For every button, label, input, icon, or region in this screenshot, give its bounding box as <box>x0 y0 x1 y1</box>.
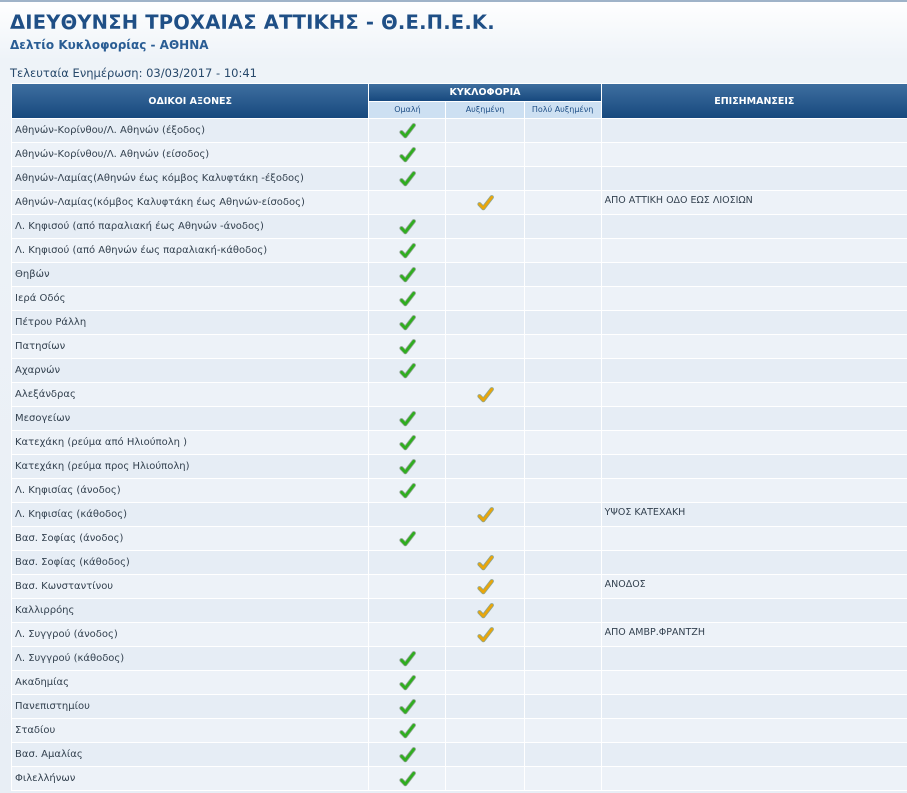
road-note <box>602 239 907 262</box>
col-header-normal: Ομαλή <box>369 102 445 119</box>
status-cell-increased <box>446 767 523 790</box>
status-cell-increased <box>446 671 523 694</box>
road-name: Κατεχάκη (ρεύμα προς Ηλιούπολη) <box>12 455 368 478</box>
status-cell-increased <box>446 311 523 334</box>
status-cell-increased <box>446 167 523 190</box>
status-cell-normal <box>369 287 445 310</box>
road-note <box>602 431 907 454</box>
table-row <box>12 599 907 622</box>
check-icon <box>399 699 416 715</box>
road-name: Αχαρνών <box>12 359 368 382</box>
status-cell-increased <box>446 575 523 598</box>
status-cell-very-increased <box>525 239 601 262</box>
road-name: Βασ. Σοφίας (κάθοδος) <box>12 551 368 574</box>
status-cell-normal <box>369 695 445 718</box>
table-row <box>12 719 907 742</box>
status-cell-normal <box>369 167 445 190</box>
table-row <box>12 695 907 718</box>
table-row <box>12 623 907 646</box>
road-name: Μεσογείων <box>12 407 368 430</box>
road-note: ΥΨΟΣ ΚΑΤΕΧΑΚΗ <box>602 503 907 526</box>
table-row <box>12 767 907 790</box>
check-icon <box>399 171 416 187</box>
check-icon <box>399 243 416 259</box>
road-note <box>602 527 907 550</box>
road-note <box>602 287 907 310</box>
status-cell-increased <box>446 599 523 622</box>
page-title: ΔΙΕΥΘΥΝΣΗ ΤΡΟΧΑΙΑΣ ΑΤΤΙΚΗΣ - Θ.Ε.Π.Ε.Κ. <box>10 11 495 34</box>
status-cell-normal <box>369 215 445 238</box>
traffic-table <box>11 83 907 791</box>
road-name: Αθηνών-Λαμίας(κόμβος Καλυφτάκη έως Αθηνών-είσοδος) <box>12 191 368 214</box>
table-row <box>12 143 907 166</box>
road-note <box>602 335 907 358</box>
status-cell-normal <box>369 527 445 550</box>
check-icon <box>477 603 494 619</box>
road-name: Σταδίου <box>12 719 368 742</box>
road-name: Λ. Συγγρού (άνοδος) <box>12 623 368 646</box>
road-name: Πανεπιστημίου <box>12 695 368 718</box>
check-icon <box>399 219 416 235</box>
check-icon <box>399 147 416 163</box>
road-note <box>602 671 907 694</box>
table-row <box>12 527 907 550</box>
status-cell-very-increased <box>525 311 601 334</box>
status-cell-increased <box>446 263 523 286</box>
road-note <box>602 767 907 790</box>
check-icon <box>399 411 416 427</box>
status-cell-very-increased <box>525 551 601 574</box>
table-row <box>12 647 907 670</box>
status-cell-normal <box>369 455 445 478</box>
status-cell-very-increased <box>525 119 601 142</box>
page-subtitle: Δελτίο Κυκλοφορίας - ΑΘΗΝΑ <box>10 38 209 52</box>
status-cell-normal <box>369 407 445 430</box>
status-cell-normal <box>369 359 445 382</box>
status-cell-increased <box>446 623 523 646</box>
status-cell-normal <box>369 575 445 598</box>
status-cell-normal <box>369 719 445 742</box>
road-note <box>602 647 907 670</box>
table-row <box>12 503 907 526</box>
status-cell-normal <box>369 671 445 694</box>
status-cell-increased <box>446 647 523 670</box>
status-cell-increased <box>446 479 523 502</box>
road-name: Πέτρου Ράλλη <box>12 311 368 334</box>
status-cell-increased <box>446 743 523 766</box>
check-icon <box>399 291 416 307</box>
status-cell-very-increased <box>525 479 601 502</box>
status-cell-very-increased <box>525 431 601 454</box>
status-cell-very-increased <box>525 671 601 694</box>
check-icon <box>399 123 416 139</box>
status-cell-increased <box>446 191 523 214</box>
status-cell-increased <box>446 695 523 718</box>
status-cell-increased <box>446 239 523 262</box>
status-cell-very-increased <box>525 719 601 742</box>
table-row <box>12 431 907 454</box>
road-name: Πατησίων <box>12 335 368 358</box>
road-name: Καλλιρρόης <box>12 599 368 622</box>
road-name: Αθηνών-Λαμίας(Αθηνών έως κόμβος Καλυφτάκη -έξοδος) <box>12 167 368 190</box>
status-cell-very-increased <box>525 743 601 766</box>
status-cell-increased <box>446 359 523 382</box>
road-name: Λ. Κηφισού (από Αθηνών έως παραλιακή-κάθοδος) <box>12 239 368 262</box>
status-cell-increased <box>446 287 523 310</box>
road-note <box>602 479 907 502</box>
check-icon <box>399 315 416 331</box>
check-icon <box>399 435 416 451</box>
table-row <box>12 383 907 406</box>
table-row <box>12 215 907 238</box>
status-cell-very-increased <box>525 287 601 310</box>
status-cell-very-increased <box>525 383 601 406</box>
status-cell-very-increased <box>525 407 601 430</box>
status-cell-very-increased <box>525 527 601 550</box>
status-cell-normal <box>369 143 445 166</box>
table-row <box>12 239 907 262</box>
status-cell-very-increased <box>525 191 601 214</box>
status-cell-normal <box>369 479 445 502</box>
table-row <box>12 455 907 478</box>
status-cell-normal <box>369 551 445 574</box>
status-cell-normal <box>369 503 445 526</box>
road-note: ΑΠΟ ΑΤΤΙΚΗ ΟΔΟ ΕΩΣ ΛΙΟΣΙΩΝ <box>602 191 907 214</box>
status-cell-very-increased <box>525 503 601 526</box>
road-note <box>602 215 907 238</box>
check-icon <box>477 627 494 643</box>
status-cell-increased <box>446 431 523 454</box>
status-cell-very-increased <box>525 215 601 238</box>
status-cell-normal <box>369 599 445 622</box>
col-header-axes: ΟΔΙΚΟΙ ΑΞΟΝΕΣ <box>12 84 368 118</box>
status-cell-very-increased <box>525 647 601 670</box>
col-header-notes: ΕΠΙΣΗΜΑΝΣΕΙΣ <box>602 84 907 118</box>
status-cell-increased <box>446 551 523 574</box>
col-header-very-increased: Πολύ Αυξημένη <box>525 102 601 119</box>
road-name: Ακαδημίας <box>12 671 368 694</box>
table-row <box>12 287 907 310</box>
road-note <box>602 455 907 478</box>
status-cell-normal <box>369 743 445 766</box>
road-name: Φιλελλήνων <box>12 767 368 790</box>
check-icon <box>399 651 416 667</box>
check-icon <box>399 267 416 283</box>
road-note <box>602 143 907 166</box>
table-row <box>12 575 907 598</box>
status-cell-normal <box>369 191 445 214</box>
status-cell-normal <box>369 263 445 286</box>
road-note <box>602 359 907 382</box>
status-cell-normal <box>369 767 445 790</box>
last-update-text: Τελευταία Ενημέρωση: 03/03/2017 - 10:41 <box>10 66 257 80</box>
road-note <box>602 407 907 430</box>
road-note <box>602 695 907 718</box>
status-cell-very-increased <box>525 335 601 358</box>
status-cell-very-increased <box>525 167 601 190</box>
status-cell-normal <box>369 311 445 334</box>
status-cell-increased <box>446 719 523 742</box>
check-icon <box>477 507 494 523</box>
road-name: Λ. Κηφισού (από παραλιακή έως Αθηνών -άνοδος) <box>12 215 368 238</box>
status-cell-very-increased <box>525 359 601 382</box>
status-cell-increased <box>446 407 523 430</box>
table-row <box>12 551 907 574</box>
check-icon <box>399 459 416 475</box>
status-cell-increased <box>446 143 523 166</box>
road-name: Λ. Κηφισίας (άνοδος) <box>12 479 368 502</box>
status-cell-increased <box>446 119 523 142</box>
status-cell-increased <box>446 503 523 526</box>
status-cell-very-increased <box>525 575 601 598</box>
status-cell-increased <box>446 455 523 478</box>
table-row <box>12 671 907 694</box>
status-cell-very-increased <box>525 767 601 790</box>
check-icon <box>477 579 494 595</box>
check-icon <box>477 387 494 403</box>
road-name: Αθηνών-Κορίνθου/Λ. Αθηνών (έξοδος) <box>12 119 368 142</box>
status-cell-very-increased <box>525 695 601 718</box>
road-note <box>602 383 907 406</box>
check-icon <box>399 771 416 787</box>
table-row <box>12 335 907 358</box>
table-row <box>12 167 907 190</box>
table-row <box>12 311 907 334</box>
status-cell-very-increased <box>525 599 601 622</box>
road-name: Λ. Συγγρού (κάθοδος) <box>12 647 368 670</box>
check-icon <box>477 195 494 211</box>
road-name: Αλεξάνδρας <box>12 383 368 406</box>
table-row <box>12 191 907 214</box>
road-name: Βασ. Αμαλίας <box>12 743 368 766</box>
road-note <box>602 167 907 190</box>
road-note: ΑΝΟΔΟΣ <box>602 575 907 598</box>
road-note <box>602 551 907 574</box>
top-border <box>0 0 907 2</box>
col-header-increased: Αυξημένη <box>446 102 523 119</box>
road-name: Βασ. Σοφίας (άνοδος) <box>12 527 368 550</box>
status-cell-very-increased <box>525 143 601 166</box>
road-note <box>602 311 907 334</box>
status-cell-normal <box>369 623 445 646</box>
road-name: Θηβών <box>12 263 368 286</box>
status-cell-increased <box>446 383 523 406</box>
table-row <box>12 407 907 430</box>
status-cell-normal <box>369 431 445 454</box>
status-cell-normal <box>369 119 445 142</box>
road-note: ΑΠΟ ΑΜΒΡ.ΦΡΑΝΤΖΗ <box>602 623 907 646</box>
check-icon <box>399 675 416 691</box>
status-cell-normal <box>369 383 445 406</box>
road-note <box>602 599 907 622</box>
road-note <box>602 263 907 286</box>
check-icon <box>399 339 416 355</box>
road-note <box>602 743 907 766</box>
road-name: Ιερά Οδός <box>12 287 368 310</box>
road-name: Λ. Κηφισίας (κάθοδος) <box>12 503 368 526</box>
table-row <box>12 359 907 382</box>
check-icon <box>399 531 416 547</box>
road-note <box>602 719 907 742</box>
table-row <box>12 119 907 142</box>
table-row <box>12 263 907 286</box>
table-row <box>12 743 907 766</box>
status-cell-very-increased <box>525 455 601 478</box>
table-row <box>12 479 907 502</box>
status-cell-increased <box>446 335 523 358</box>
check-icon <box>399 747 416 763</box>
check-icon <box>399 723 416 739</box>
check-icon <box>399 483 416 499</box>
status-cell-increased <box>446 527 523 550</box>
status-cell-normal <box>369 239 445 262</box>
status-cell-very-increased <box>525 263 601 286</box>
status-cell-normal <box>369 335 445 358</box>
road-name: Κατεχάκη (ρεύμα από Ηλιούπολη ) <box>12 431 368 454</box>
status-cell-normal <box>369 647 445 670</box>
col-header-traffic: ΚΥΚΛΟΦΟΡΙΑ <box>369 84 600 101</box>
road-name: Αθηνών-Κορίνθου/Λ. Αθηνών (είσοδος) <box>12 143 368 166</box>
road-name: Βασ. Κωνσταντίνου <box>12 575 368 598</box>
check-icon <box>477 555 494 571</box>
status-cell-very-increased <box>525 623 601 646</box>
road-note <box>602 119 907 142</box>
status-cell-increased <box>446 215 523 238</box>
check-icon <box>399 363 416 379</box>
